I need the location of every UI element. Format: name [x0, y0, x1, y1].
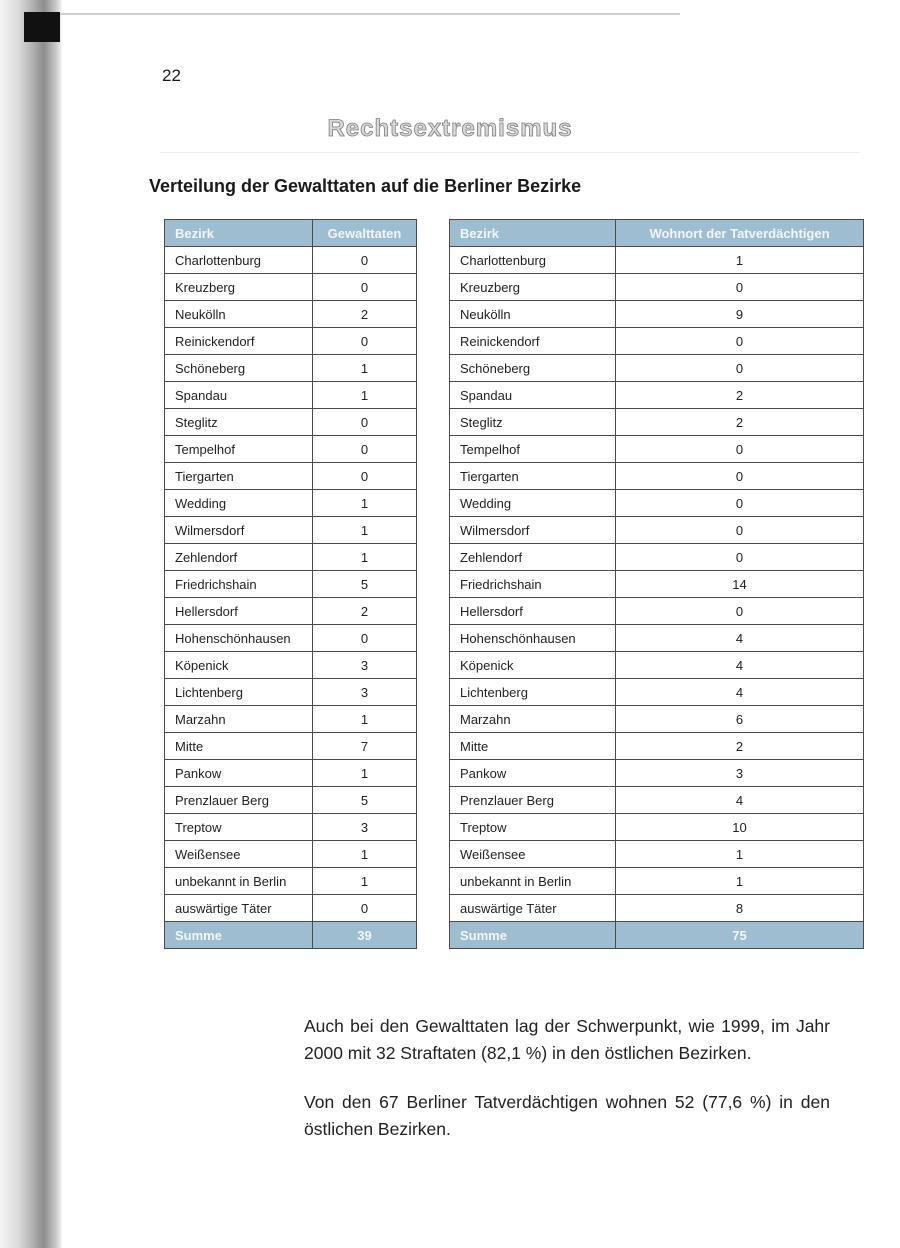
- table-row: [165, 517, 417, 544]
- district-cell: Steglitz: [450, 409, 616, 436]
- district-cell: Weißensee: [165, 841, 313, 868]
- table-row: [450, 355, 864, 382]
- district-cell: Spandau: [165, 382, 313, 409]
- district-cell: Lichtenberg: [450, 679, 616, 706]
- district-cell: Wedding: [450, 490, 616, 517]
- count-cell: 14: [616, 571, 864, 598]
- district-cell: Reinickendorf: [450, 328, 616, 355]
- district-cell: auswärtige Täter: [450, 895, 616, 922]
- sum-label: Summe: [450, 922, 616, 949]
- count-cell: 3: [313, 652, 417, 679]
- count-cell: 0: [313, 247, 417, 274]
- table-row: [450, 652, 864, 679]
- count-cell: 0: [616, 490, 864, 517]
- table-row: [165, 760, 417, 787]
- count-cell: 1: [616, 841, 864, 868]
- district-cell: Zehlendorf: [165, 544, 313, 571]
- count-cell: 0: [616, 544, 864, 571]
- table-row: [165, 355, 417, 382]
- count-cell: 6: [616, 706, 864, 733]
- district-cell: Wilmersdorf: [450, 517, 616, 544]
- district-cell: Kreuzberg: [450, 274, 616, 301]
- table-row: [450, 841, 864, 868]
- count-cell: 0: [616, 517, 864, 544]
- table-row: [450, 436, 864, 463]
- table-header-row: [450, 220, 864, 247]
- district-cell: Wilmersdorf: [165, 517, 313, 544]
- table-row: [165, 598, 417, 625]
- paragraph-violence-summary: Auch bei den Gewalttaten lag der Schwerpunkt, wie 1999, im Jahr 2000 mit 32 Straftaten (82,1 %) in den östlichen Bezirken.: [304, 1015, 830, 1063]
- count-cell: 7: [313, 733, 417, 760]
- count-cell: 10: [616, 814, 864, 841]
- table-row: [165, 301, 417, 328]
- district-cell: Treptow: [450, 814, 616, 841]
- count-cell: 5: [313, 787, 417, 814]
- table-row: [450, 679, 864, 706]
- district-cell: Prenzlauer Berg: [450, 787, 616, 814]
- district-cell: Charlottenburg: [165, 247, 313, 274]
- district-cell: Treptow: [165, 814, 313, 841]
- count-cell: 5: [313, 571, 417, 598]
- count-cell: 4: [616, 625, 864, 652]
- district-cell: Hohenschönhausen: [450, 625, 616, 652]
- district-cell: Friedrichshain: [450, 571, 616, 598]
- district-cell: Lichtenberg: [165, 679, 313, 706]
- table-header-row: [165, 220, 417, 247]
- column-header-violent-acts: Gewalttaten: [313, 220, 417, 247]
- count-cell: 1: [313, 706, 417, 733]
- district-cell: Friedrichshain: [165, 571, 313, 598]
- table-row: [165, 274, 417, 301]
- count-cell: 0: [313, 625, 417, 652]
- count-cell: 0: [616, 328, 864, 355]
- count-cell: 8: [616, 895, 864, 922]
- count-cell: 4: [616, 787, 864, 814]
- page-heading: Verteilung der Gewalttaten auf die Berliner Bezirke: [149, 176, 582, 196]
- district-cell: Mitte: [450, 733, 616, 760]
- table-row: [165, 328, 417, 355]
- district-cell: Hellersdorf: [450, 598, 616, 625]
- page-number: 22: [162, 66, 181, 85]
- district-cell: Tempelhof: [450, 436, 616, 463]
- table-row: [450, 490, 864, 517]
- count-cell: 2: [616, 733, 864, 760]
- count-cell: 1: [313, 490, 417, 517]
- column-header-district: Bezirk: [450, 220, 616, 247]
- table-row: [450, 571, 864, 598]
- count-cell: 1: [313, 382, 417, 409]
- count-cell: 0: [616, 355, 864, 382]
- sum-row: [450, 922, 864, 949]
- column-header-district: Bezirk: [165, 220, 313, 247]
- count-cell: 4: [616, 679, 864, 706]
- table-row: [165, 490, 417, 517]
- table-row: [450, 328, 864, 355]
- table-row: [165, 733, 417, 760]
- district-cell: Hellersdorf: [165, 598, 313, 625]
- section-title: Rechtsextremismus: [327, 115, 573, 142]
- table-row: [165, 409, 417, 436]
- count-cell: 1: [313, 355, 417, 382]
- count-cell: 9: [616, 301, 864, 328]
- district-cell: unbekannt in Berlin: [165, 868, 313, 895]
- table-row: [450, 814, 864, 841]
- district-cell: Neukölln: [450, 301, 616, 328]
- table-row: [450, 517, 864, 544]
- table-row: [450, 274, 864, 301]
- table-row: [165, 571, 417, 598]
- district-cell: Spandau: [450, 382, 616, 409]
- district-cell: Tempelhof: [165, 436, 313, 463]
- table-row: [450, 382, 864, 409]
- count-cell: 1: [616, 868, 864, 895]
- sum-row: [165, 922, 417, 949]
- district-cell: Köpenick: [165, 652, 313, 679]
- book-spine-shadow: [0, 0, 62, 1248]
- table-row: [450, 706, 864, 733]
- count-cell: 0: [313, 436, 417, 463]
- table-row: [450, 868, 864, 895]
- district-cell: Steglitz: [165, 409, 313, 436]
- district-cell: Charlottenburg: [450, 247, 616, 274]
- table-row: [165, 868, 417, 895]
- table-row: [450, 733, 864, 760]
- district-cell: Mitte: [165, 733, 313, 760]
- district-cell: Zehlendorf: [450, 544, 616, 571]
- district-cell: unbekannt in Berlin: [450, 868, 616, 895]
- count-cell: 1: [616, 247, 864, 274]
- table-row: [165, 787, 417, 814]
- district-cell: Schöneberg: [165, 355, 313, 382]
- table-row: [450, 409, 864, 436]
- table-row: [450, 598, 864, 625]
- district-cell: Marzahn: [450, 706, 616, 733]
- table-row: [450, 544, 864, 571]
- sum-label: Summe: [165, 922, 313, 949]
- table-row: [165, 679, 417, 706]
- district-cell: Kreuzberg: [165, 274, 313, 301]
- table-row: [450, 625, 864, 652]
- count-cell: 0: [313, 409, 417, 436]
- count-cell: 0: [313, 895, 417, 922]
- count-cell: 0: [616, 436, 864, 463]
- count-cell: 0: [313, 463, 417, 490]
- count-cell: 1: [313, 760, 417, 787]
- count-cell: 0: [616, 463, 864, 490]
- table-row: [165, 706, 417, 733]
- count-cell: 2: [313, 598, 417, 625]
- scan-corner-mark: [24, 12, 60, 42]
- district-cell: Marzahn: [165, 706, 313, 733]
- paragraph-suspects-summary: Von den 67 Berliner Tatverdächtigen wohnen 52 (77,6 %) in den östlichen Bezirken.: [304, 1091, 830, 1139]
- district-cell: auswärtige Täter: [165, 895, 313, 922]
- count-cell: 3: [616, 760, 864, 787]
- district-cell: Weißensee: [450, 841, 616, 868]
- table-row: [165, 895, 417, 922]
- sum-value: 75: [616, 922, 864, 949]
- column-header-suspect-residence: Wohnort der Tatverdächtigen: [616, 220, 864, 247]
- count-cell: 1: [313, 841, 417, 868]
- suspect-residence-table: [449, 219, 864, 949]
- table-row: [165, 814, 417, 841]
- district-cell: Wedding: [165, 490, 313, 517]
- table-row: [450, 787, 864, 814]
- count-cell: 3: [313, 814, 417, 841]
- district-cell: Tiergarten: [165, 463, 313, 490]
- table-row: [450, 247, 864, 274]
- count-cell: 2: [616, 409, 864, 436]
- district-cell: Schöneberg: [450, 355, 616, 382]
- district-cell: Prenzlauer Berg: [165, 787, 313, 814]
- table-row: [165, 436, 417, 463]
- count-cell: 3: [313, 679, 417, 706]
- table-row: [165, 382, 417, 409]
- count-cell: 0: [313, 328, 417, 355]
- table-row: [165, 625, 417, 652]
- district-cell: Neukölln: [165, 301, 313, 328]
- count-cell: 1: [313, 868, 417, 895]
- count-cell: 1: [313, 517, 417, 544]
- district-cell: Pankow: [165, 760, 313, 787]
- district-cell: Tiergarten: [450, 463, 616, 490]
- count-cell: 0: [616, 598, 864, 625]
- count-cell: 4: [616, 652, 864, 679]
- table-row: [165, 463, 417, 490]
- table-row: [165, 247, 417, 274]
- table-row: [450, 895, 864, 922]
- count-cell: 0: [313, 274, 417, 301]
- table-row: [450, 301, 864, 328]
- table-row: [165, 652, 417, 679]
- count-cell: 2: [313, 301, 417, 328]
- district-cell: Reinickendorf: [165, 328, 313, 355]
- district-cell: Hohenschönhausen: [165, 625, 313, 652]
- district-cell: Pankow: [450, 760, 616, 787]
- table-row: [165, 544, 417, 571]
- table-row: [450, 463, 864, 490]
- sum-value: 39: [313, 922, 417, 949]
- district-cell: Köpenick: [450, 652, 616, 679]
- count-cell: 2: [616, 382, 864, 409]
- table-row: [165, 841, 417, 868]
- top-edge-line: [60, 13, 680, 15]
- count-cell: 1: [313, 544, 417, 571]
- count-cell: 0: [616, 274, 864, 301]
- title-rule: [160, 152, 860, 153]
- table-row: [450, 760, 864, 787]
- violence-by-district-table: [164, 219, 417, 949]
